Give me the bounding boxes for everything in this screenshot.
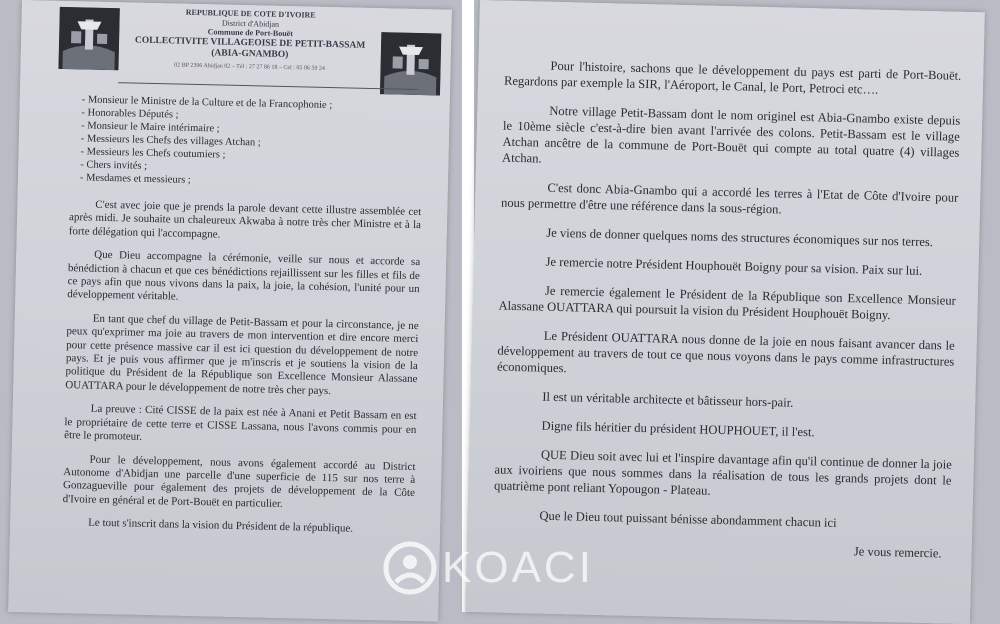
commune-name: Commune de Port-Bouët	[207, 27, 294, 39]
country-name: REPUBLIQUE DE COTE D'IVOIRE	[185, 7, 316, 20]
village-emblem-logo-right	[380, 32, 441, 95]
salutation-item: - Chers invités ;	[80, 158, 448, 179]
speech-paragraph: Notre village Petit-Bassam dont le nom originel est Abia-Gnambo existe depuis le 10ème siècle c'est-à-dire bien avant l'arrivée des colons. Petit-Bassam est le village Atchan ancêtre de la commune de Port-Bouët qui compte au total quatre (4) villages Atchan.	[501, 103, 961, 166]
speech-paragraph: Que le Dieu tout puissant bénisse abondamment chacun ici	[539, 508, 837, 530]
closing-line: Je vous remercie.	[853, 544, 942, 561]
collectivity-name: COLLECTIVITE VILLAGEOISE DE PETIT-BASSAM	[134, 35, 366, 51]
speech-paragraph: C'est avec joie que je prends la parole devant cette illustre assemblée cet après midi. Je souhaite un chaleureux Akwaba à notre très cher Ministre et à la forte délégation qui l'accompagne.	[68, 198, 422, 241]
speech-paragraph: Je viens de donner quelques noms des structures économiques sur nos terres.	[546, 225, 934, 250]
salutation-item: - Honorables Députés ;	[81, 106, 449, 127]
salutation-item: - Messieurs les Chefs coutumiers ;	[80, 145, 448, 166]
speech-paragraph: Digne fils héritier du président HOUPHOUET, il l'est.	[541, 418, 815, 440]
village-original-name: (ABIA-GNAMBO)	[211, 47, 289, 60]
koaci-logo-icon	[382, 540, 438, 596]
letterhead-rule	[118, 82, 418, 90]
speech-paragraph: QUE Dieu soit avec lui et l'inspire davantage afin qu'il continue de donner la joie aux ivoiriens que nous sommes dans la réalisation de tous les grands projets dont le quatrième pont reliant Yopougon - Plateau.	[493, 447, 952, 498]
salutation-item: - Monsieur le Maire intérimaire ;	[81, 119, 449, 140]
village-emblem-logo-left	[58, 7, 119, 70]
salutation-item: - Monsieur le Ministre de la Culture et de la Francophonie ;	[82, 93, 450, 114]
koaci-watermark	[382, 540, 594, 596]
document-page-left	[8, 0, 452, 622]
letterhead	[20, 0, 452, 102]
speech-paragraph: Je remercie notre Président Houphouët Boigny pour sa vision. Paix sur lui.	[545, 254, 923, 278]
speech-paragraph: Le tout s'inscrit dans la vision du Président de la république.	[88, 516, 354, 535]
speech-paragraph: C'est donc Abia-Gnambo qui a accordé les terres à l'Etat de Côte d'Ivoire pour nous permettre d'être une référence dans la sous-région.	[500, 180, 959, 217]
salutation-item: - Mesdames et messieurs ;	[80, 171, 448, 192]
document-page-right	[465, 0, 985, 624]
salutation-item: - Messieurs les Chefs des villages Atchan ;	[81, 132, 449, 153]
speech-paragraph: Que Dieu accompagne la cérémonie, veille sur nous et accorde sa bénédiction à chacun et que ces bénédictions rejaillissent sur les filles et fils de ce pays afin que nous vivons dans la paix, la joie, la cohésion, l'unité pour un développement véritable.	[67, 248, 421, 304]
contact-line: 02 BP 2396 Abidjan 02 – Tél : 27 27 86 18 – Cel : 05 06 59 24	[174, 61, 325, 72]
letterhead-text	[124, 6, 375, 75]
speech-paragraph: Je remercie également le Président de la République son Excellence Monsieur Alassane OUATTARA qui poursuit la vision du Président Houphouët Boigny.	[498, 283, 956, 323]
speech-paragraph: Le Président OUATTARA nous donne de la joie en nous faisant avancer dans le développement au travers de tout ce que nous voyons dans le pays comme infrastructures économiques.	[496, 328, 955, 376]
speech-paragraph: Pour l'histoire, sachons que le développement du pays est parti de Port-Bouët. Regardons par exemple la SIR, l'Aéroport, le Canal, le Port, Petroci etc….	[503, 58, 962, 97]
speech-paragraph: Pour le développement, nous avons également accordé au District Autonome d'Abidjan une parcelle d'une superficie de 115 sur nos terre à Gonzagueville pour également des projets de développement de la Côte d'Ivoire en général et de Port-Bouët en particulier.	[62, 453, 416, 510]
speech-paragraph: En tant que chef du village de Petit-Bassam et pour la circonstance, je ne peux qu'exprimer ma joie au travers de mon intervention et dire encore merci pour cette présence massive car il est ici question du développement de notre pays. Et je puis vous affirmer que je m'inscris et je soutiens la vision de la politique du Président de la République son Excellence Monsieur Alassane OUATTARA pour le développement de notre très cher pays.	[65, 312, 419, 397]
speech-paragraph: Il est un véritable architecte et bâtisseur hors-pair.	[542, 389, 794, 410]
salutation-list	[18, 92, 450, 193]
speech-paragraph: La preuve : Cité CISSE de la paix est née à Anani et Petit Bassam en est le propriétaire de cette terre et CISSE Lassana, nous l'avons commis pour en être le promoteur.	[64, 402, 417, 443]
speech-body-right	[467, 0, 985, 562]
watermark-text: KOACI	[442, 543, 594, 592]
district-name: District d'Abidjan	[221, 18, 280, 29]
